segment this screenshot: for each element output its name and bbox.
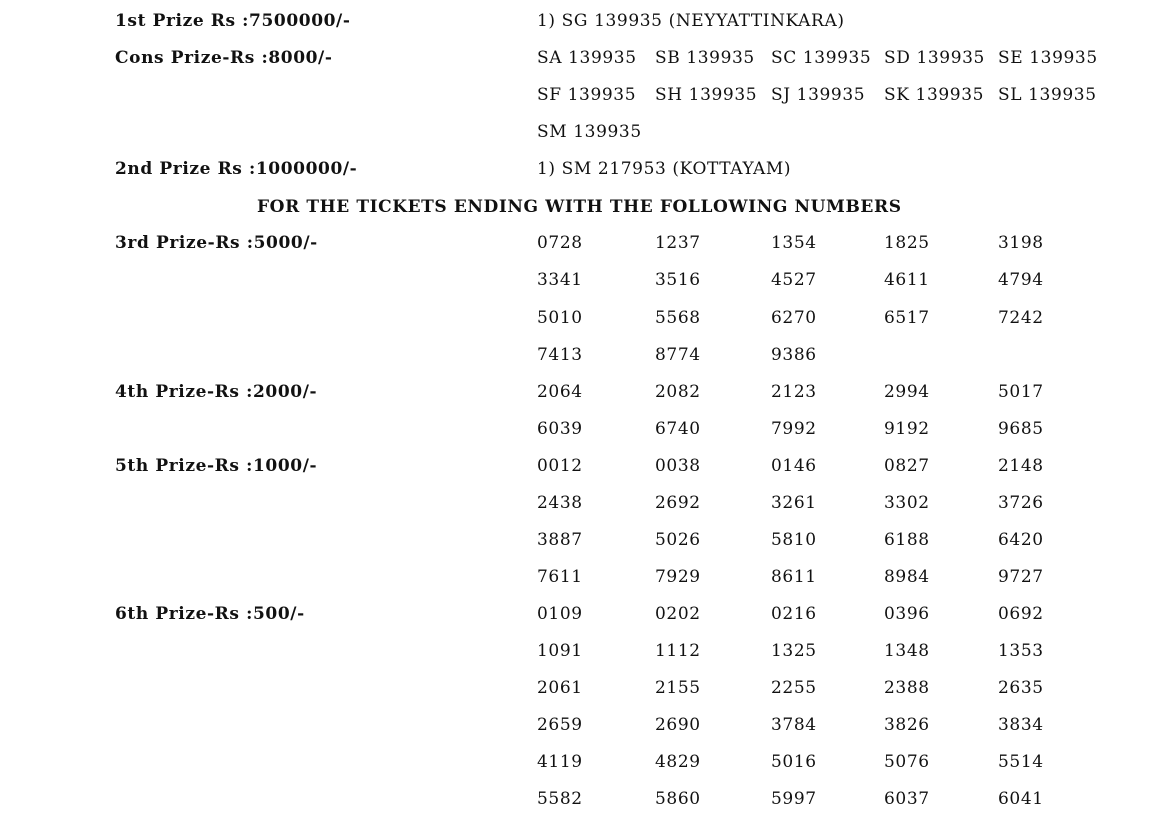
ending-number: 5017 — [998, 382, 1044, 402]
ending-number: 2690 — [655, 715, 701, 735]
ending-number: 5514 — [998, 752, 1044, 772]
ending-number: 4829 — [655, 752, 701, 772]
fifth-prize-row — [0, 530, 1175, 560]
ending-number: 1091 — [537, 641, 583, 661]
ending-number: 1237 — [655, 233, 701, 253]
cons-ticket: SH 139935 — [655, 85, 758, 105]
cons-ticket: SJ 139935 — [771, 85, 866, 105]
sixth-prize-row — [0, 641, 1175, 671]
ending-number: 1353 — [998, 641, 1044, 661]
cons-ticket: SM 139935 — [537, 122, 642, 142]
ending-number: 7242 — [998, 308, 1044, 328]
fifth-prize-row — [0, 493, 1175, 523]
ending-heading-row — [0, 197, 1175, 227]
ending-number: 3516 — [655, 270, 701, 290]
ending-number: 5810 — [771, 530, 817, 550]
ending-number: 0827 — [884, 456, 930, 476]
ending-number: 4527 — [771, 270, 817, 290]
ending-number: 5582 — [537, 789, 583, 809]
first-prize-row — [0, 11, 1175, 41]
ending-number: 6188 — [884, 530, 930, 550]
sixth-prize-row — [0, 752, 1175, 782]
ending-number: 9192 — [884, 419, 930, 439]
ending-number: 2659 — [537, 715, 583, 735]
ending-number: 2123 — [771, 382, 817, 402]
ending-number: 6039 — [537, 419, 583, 439]
ending-number: 0202 — [655, 604, 701, 624]
sixth-prize-label: 6th Prize-Rs :500/- — [115, 604, 305, 624]
ending-number: 1112 — [655, 641, 701, 661]
ending-number: 6270 — [771, 308, 817, 328]
ending-number: 5016 — [771, 752, 817, 772]
ending-number: 7413 — [537, 345, 583, 365]
ending-heading: FOR THE TICKETS ENDING WITH THE FOLLOWING NUMBERS — [257, 197, 902, 217]
second-prize-row — [0, 159, 1175, 189]
cons-ticket: SF 139935 — [537, 85, 637, 105]
third-prize-row — [0, 233, 1175, 263]
ending-number: 5076 — [884, 752, 930, 772]
fourth-prize-row — [0, 382, 1175, 412]
ending-number: 4794 — [998, 270, 1044, 290]
cons-ticket: SC 139935 — [771, 48, 872, 68]
cons-ticket: SD 139935 — [884, 48, 985, 68]
ending-number: 5010 — [537, 308, 583, 328]
second-prize-result: 1) SM 217953 (KOTTAYAM) — [537, 159, 792, 179]
ending-number: 8611 — [771, 567, 817, 587]
ending-number: 6740 — [655, 419, 701, 439]
ending-number: 6420 — [998, 530, 1044, 550]
cons-prize-row — [0, 122, 1175, 152]
ending-number: 0146 — [771, 456, 817, 476]
fourth-prize-row — [0, 419, 1175, 449]
cons-ticket: SB 139935 — [655, 48, 755, 68]
fifth-prize-row — [0, 567, 1175, 597]
ending-number: 0216 — [771, 604, 817, 624]
fourth-prize-label: 4th Prize-Rs :2000/- — [115, 382, 318, 402]
ending-number: 2994 — [884, 382, 930, 402]
second-prize-label: 2nd Prize Rs :1000000/- — [115, 159, 358, 179]
ending-number: 5997 — [771, 789, 817, 809]
sixth-prize-row — [0, 715, 1175, 745]
ending-number: 2635 — [998, 678, 1044, 698]
cons-ticket: SL 139935 — [998, 85, 1097, 105]
ending-number: 3826 — [884, 715, 930, 735]
third-prize-label: 3rd Prize-Rs :5000/- — [115, 233, 318, 253]
ending-number: 2064 — [537, 382, 583, 402]
ending-number: 8774 — [655, 345, 701, 365]
ending-number: 1348 — [884, 641, 930, 661]
ending-number: 0012 — [537, 456, 583, 476]
cons-ticket: SA 139935 — [537, 48, 637, 68]
ending-number: 2061 — [537, 678, 583, 698]
ending-number: 0692 — [998, 604, 1044, 624]
ending-number: 3261 — [771, 493, 817, 513]
fifth-prize-label: 5th Prize-Rs :1000/- — [115, 456, 318, 476]
third-prize-row — [0, 308, 1175, 338]
ending-number: 2082 — [655, 382, 701, 402]
ending-number: 9685 — [998, 419, 1044, 439]
ending-number: 1825 — [884, 233, 930, 253]
third-prize-row — [0, 270, 1175, 300]
cons-ticket: SK 139935 — [884, 85, 985, 105]
first-prize-label: 1st Prize Rs :7500000/- — [115, 11, 351, 31]
cons-prize-row — [0, 85, 1175, 115]
ending-number: 5860 — [655, 789, 701, 809]
ending-number: 3887 — [537, 530, 583, 550]
cons-prize-row — [0, 48, 1175, 78]
first-prize-result: 1) SG 139935 (NEYYATTINKARA) — [537, 11, 845, 31]
cons-ticket: SE 139935 — [998, 48, 1098, 68]
ending-number: 3341 — [537, 270, 583, 290]
ending-number: 8984 — [884, 567, 930, 587]
ending-number: 7992 — [771, 419, 817, 439]
ending-number: 5568 — [655, 308, 701, 328]
ending-number: 0728 — [537, 233, 583, 253]
ending-number: 4119 — [537, 752, 583, 772]
ending-number: 4611 — [884, 270, 930, 290]
ending-number: 6041 — [998, 789, 1044, 809]
ending-number: 6037 — [884, 789, 930, 809]
ending-number: 2148 — [998, 456, 1044, 476]
ending-number: 3198 — [998, 233, 1044, 253]
ending-number: 2438 — [537, 493, 583, 513]
ending-number: 0038 — [655, 456, 701, 476]
ending-number: 9727 — [998, 567, 1044, 587]
ending-number: 0396 — [884, 604, 930, 624]
third-prize-row — [0, 345, 1175, 375]
ending-number: 0109 — [537, 604, 583, 624]
sixth-prize-row — [0, 678, 1175, 708]
sixth-prize-row — [0, 604, 1175, 634]
ending-number: 3834 — [998, 715, 1044, 735]
cons-prize-label: Cons Prize-Rs :8000/- — [115, 48, 333, 68]
ending-number: 6517 — [884, 308, 930, 328]
ending-number: 3784 — [771, 715, 817, 735]
ending-number: 2388 — [884, 678, 930, 698]
ending-number: 1325 — [771, 641, 817, 661]
ending-number: 2692 — [655, 493, 701, 513]
ending-number: 3726 — [998, 493, 1044, 513]
ending-number: 3302 — [884, 493, 930, 513]
ending-number: 2255 — [771, 678, 817, 698]
ending-number: 9386 — [771, 345, 817, 365]
ending-number: 2155 — [655, 678, 701, 698]
ending-number: 7611 — [537, 567, 583, 587]
sixth-prize-row — [0, 789, 1175, 819]
fifth-prize-row — [0, 456, 1175, 486]
ending-number: 7929 — [655, 567, 701, 587]
ending-number: 1354 — [771, 233, 817, 253]
ending-number: 5026 — [655, 530, 701, 550]
